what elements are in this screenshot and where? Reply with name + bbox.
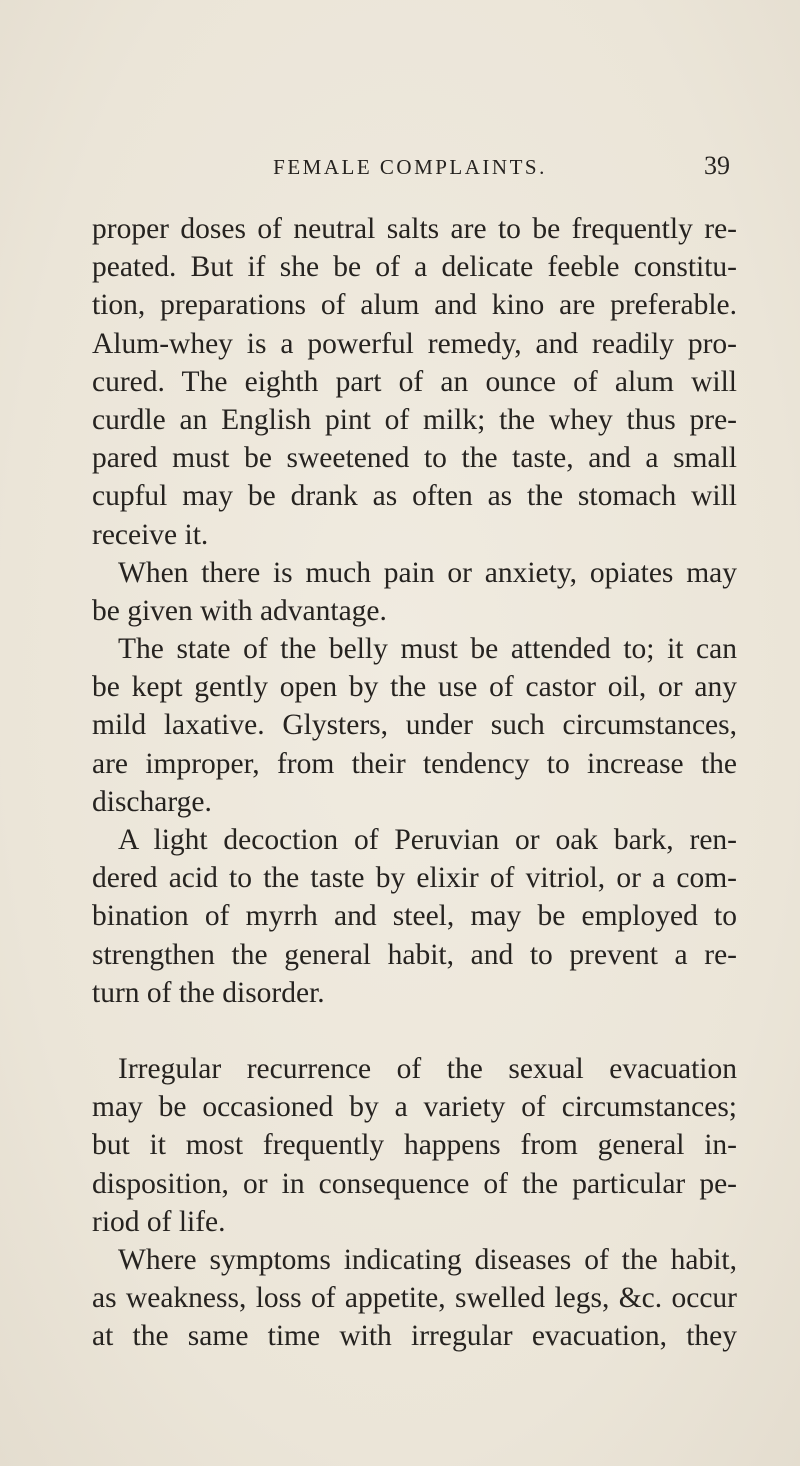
- section-gap: [92, 1012, 737, 1050]
- text-line: but it most frequently happens from general in-: [92, 1129, 737, 1162]
- text-line: cured. The eighth part of an ounce of alum will: [92, 365, 737, 398]
- text-line: pared must be sweetened to the taste, and a small: [92, 442, 737, 475]
- text-line: Where symptoms indicating diseases of the habit,: [118, 1243, 737, 1276]
- text-line: riod of life.: [92, 1205, 226, 1238]
- text-line: peated. But if she be of a delicate feeble constitu-: [92, 251, 737, 284]
- paragraph: [92, 1241, 737, 1356]
- text-line: receive it.: [92, 518, 209, 551]
- page-header: [90, 149, 730, 189]
- text-line: dered acid to the taste by elixir of vitriol, or a com-: [92, 862, 737, 895]
- paragraph: [92, 630, 737, 821]
- text-line: A light decoction of Peruvian or oak bark, ren-: [118, 824, 737, 856]
- text-line: strengthen the general habit, and to prevent a re-: [92, 938, 737, 971]
- text-line: The state of the belly must be attended to; it can: [118, 633, 737, 666]
- text-line: may be occasioned by a variety of circumstances;: [92, 1091, 737, 1124]
- text-line: disposition, or in consequence of the particular pe-: [92, 1167, 737, 1200]
- text-line: curdle an English pint of milk; the whey thus pre-: [92, 403, 737, 436]
- text-line: cupful may be drank as often as the stomach will: [92, 480, 737, 513]
- text-line: Alum-whey is a powerful remedy, and readily pro-: [92, 327, 737, 360]
- paragraph: [92, 821, 737, 1012]
- text-line: turn of the disorder.: [92, 976, 325, 1009]
- text-line: at the same time with irregular evacuation, they: [92, 1320, 737, 1353]
- text-line: tion, preparations of alum and kino are preferable.: [92, 289, 737, 322]
- text-line: as weakness, loss of appetite, swelled legs, &c. occur: [92, 1282, 737, 1315]
- text-line: Irregular recurrence of the sexual evacuation: [118, 1052, 737, 1085]
- text-line: be given with advantage.: [92, 594, 387, 627]
- paragraph: [92, 554, 737, 630]
- page-number: 39: [704, 151, 730, 180]
- body-text: [92, 210, 737, 1355]
- paragraph: [92, 1050, 737, 1241]
- text-line: discharge.: [92, 785, 212, 818]
- text-line: proper doses of neutral salts are to be frequently re-: [92, 213, 737, 245]
- text-line: be kept gently open by the use of castor oil, or any: [92, 671, 737, 704]
- text-line: When there is much pain or anxiety, opiates may: [118, 556, 737, 589]
- running-head: FEMALE COMPLAINTS.: [273, 155, 547, 179]
- text-line: mild laxative. Glysters, under such circumstances,: [92, 709, 737, 742]
- paragraph: [92, 210, 737, 554]
- text-line: are improper, from their tendency to increase the: [92, 747, 737, 780]
- text-line: bination of myrrh and steel, may be employed to: [92, 900, 737, 933]
